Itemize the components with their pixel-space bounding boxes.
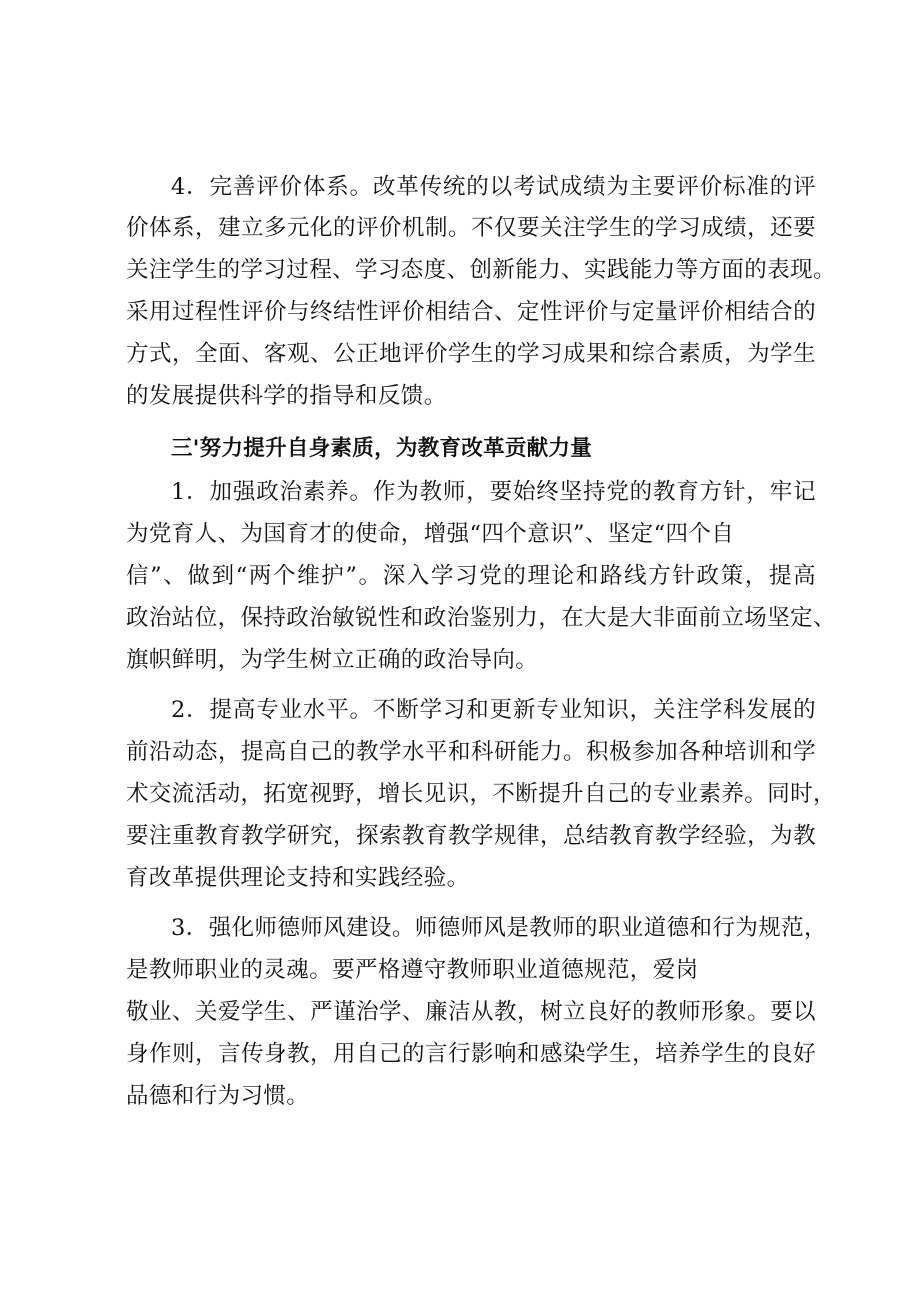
paragraph-line: 是教师职业的灵魂。要严格遵守教师职业道德规范，爱岗 — [126, 957, 699, 983]
paragraph-line: 方式，全面、客观、公正地评价学生的学习成果和综合素质，为学生 — [126, 341, 816, 367]
paragraph-line: 2．提高专业水平。不断学习和更新专业知识，关注学科发展的 — [171, 697, 816, 723]
paragraph-line: 敬业、关爱学生、严谨治学、廉洁从教，树立良好的教师形象。要以 — [126, 999, 816, 1025]
paragraph-line: 旗帜鲜明，为学生树立正确的政治导向。 — [126, 647, 539, 673]
paragraph-line: 前沿动态，提高自己的教学水平和科研能力。积极参加各种培训和学 — [126, 739, 816, 765]
paragraph-line: 3．强化师德师风建设。师德师风是教师的职业道德和行为规范， — [171, 915, 827, 941]
paragraph-line: 政治站位，保持政治敏锐性和政治鉴别力，在大是大非面前立场坚定、 — [126, 605, 836, 631]
paragraph-line: 关注学生的学习过程、学习态度、创新能力、实践能力等方面的表现。 — [126, 257, 836, 283]
paragraph-line: 4．完善评价体系。改革传统的以考试成绩为主要评价标准的评 — [171, 174, 816, 200]
paragraph-line: 术交流活动，拓宽视野，增长见识，不断提升自己的专业素养。同时， — [126, 781, 836, 807]
paragraph-line: 为党育人、为国育才的使命，增强“四个意识”、坚定“四个自 — [126, 521, 735, 547]
paragraph-line: 采用过程性评价与终结性评价相结合、定性评价与定量评价相结合的 — [126, 299, 816, 325]
paragraph-line: 要注重教育教学研究，探索教育教学规律，总结教育教学经验，为教 — [126, 823, 816, 849]
section-heading: 三'努力提升自身素质，为教育改革贡献力量 — [171, 436, 593, 461]
paragraph-line: 品德和行为习惯。 — [126, 1083, 310, 1109]
paragraph-line: 1．加强政治素养。作为教师，要始终坚持党的教育方针，牢记 — [171, 479, 816, 505]
paragraph-line: 的发展提供科学的指导和反馈。 — [126, 383, 447, 409]
paragraph-line: 育改革提供理论支持和实践经验。 — [126, 865, 470, 891]
paragraph-line: 信”、做到“两个维护”。深入学习党的理论和路线方针政策，提高 — [126, 563, 816, 589]
paragraph-line: 价体系，建立多元化的评价机制。不仅要关注学生的学习成绩，还要 — [126, 215, 816, 241]
paragraph-line: 身作则，言传身教，用自己的言行影响和感染学生，培养学生的良好 — [126, 1041, 816, 1067]
